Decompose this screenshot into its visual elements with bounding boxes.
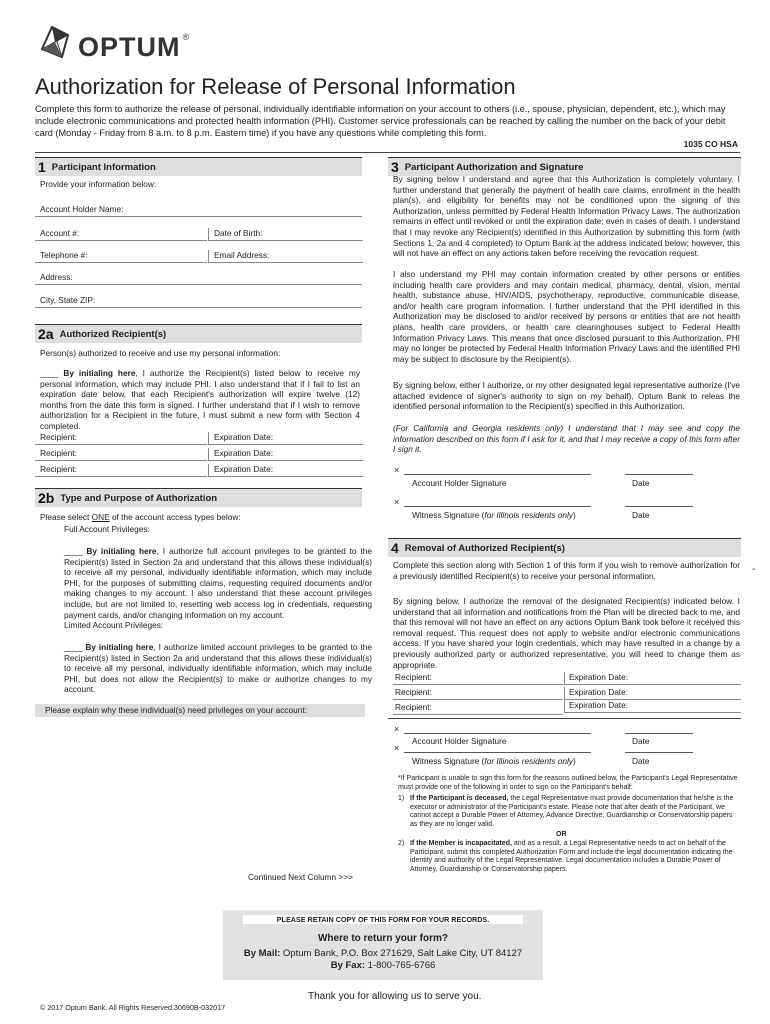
section-3-header: 3 Participant Authorization and Signature (388, 157, 741, 176)
retain-copy-notice: PLEASE RETAIN COPY OF THIS FORM FOR YOUR RECORDS. (243, 915, 523, 924)
legal-rep-note: *If Participant is unable to sign this form for the reasons outlined below, the Participant's Legal Representative must provide one of the following in order to sign on the Participant's behalf: (398, 775, 738, 791)
s4-divider (388, 718, 741, 719)
section-2a-header: 2a Authorized Recipient(s) (35, 324, 362, 343)
section-2b-title: Type and Purpose of Authorization (60, 492, 218, 504)
header-divider (35, 152, 740, 153)
s3-date-label-1: Date (632, 478, 650, 488)
s3-paragraph-2: I also understand my PHI may contain information created by other persons or entities including health care providers and may contain medical, pharmacy, dental, vision, mental health, substance abuse, HIV/AIDS, psychotherapy, reproductive, communicable disease, and/or health care program information. I further understand that the PHI identified in this Authorization may be disclosed to and/or received by persons or entities that are not health plans, health care providers, or health care clearinghouses subject to Federal Health Information Privacy Laws. This means that once disclosed pursuant to this Authorization, PHI may no longer be protected by Federal Health Information Privacy Laws and the identified PHI may be subject to disclosure by the Recipient(s). (393, 269, 740, 364)
s1-subtitle: Provide your information below: (40, 179, 157, 189)
s2a-expiration-3[interactable]: Expiration Date: (208, 464, 363, 477)
section-4-title: Removal of Authorized Recipient(s) (404, 542, 565, 554)
s4-date-label-1: Date (632, 736, 650, 746)
section-2b-header: 2b Type and Purpose of Authorization (35, 488, 362, 507)
telephone-field[interactable]: Telephone #: (35, 250, 207, 263)
signature-x-icon: × (394, 497, 400, 507)
s3-date-label-2: Date (632, 510, 650, 520)
s4-expiration-3[interactable]: Expiration Date: (564, 700, 741, 713)
intro-text: Complete this form to authorize the release of personal, individually identifiable information on your account to others (i.e., spouse, physician, dependent, etc.), which may include electronic communications and protected health information (PHI). Customer service professionals can be reached by calling the number on the back of your debit card (Monday - Friday from 8 a.m. to 8 p.m. Eastern time) if you have any questions while completing this form. (35, 104, 726, 138)
section-4-header: 4 Removal of Authorized Recipient(s) (388, 538, 741, 557)
return-form-box (223, 910, 543, 980)
s2a-subtitle: Person(s) authorized to receive and use my personal information: (40, 348, 281, 358)
note-1-number: 1) (398, 795, 405, 802)
optum-diamond-icon (38, 25, 72, 59)
s4-paragraph-1: Complete this section along with Section 1 of this form if you wish to remove authorization for a previously identified Recipient(s) to receive your personal information. (393, 560, 740, 581)
s3-ca-ga-paragraph: (For California and Georgia residents only) I understand that I may see and copy the information described on this form if I ask for it, and that I may receive a copy of this form after I sign it. (393, 423, 740, 455)
s3-date-line-1[interactable] (625, 474, 693, 475)
s4-date-line-1[interactable] (625, 733, 693, 734)
s4-expiration-2[interactable]: Expiration Date: (564, 687, 741, 700)
s4-recipient-2[interactable]: Recipient: (393, 687, 563, 700)
s4-witness-signature-line[interactable] (404, 752, 591, 753)
date-of-birth-field[interactable]: Date of Birth: (208, 228, 363, 241)
note-or: OR (556, 831, 567, 838)
s3-paragraph-3: By signing below, either I authorize, or my other designated legal representative authorize (I've attached evidence of signer's authority to sign on my behalf), Optum Bank to releas the identified personal information to the Recipient(s) specified in this Authorization. (393, 380, 740, 412)
account-holder-name-field[interactable]: Account Holder Name: (35, 204, 362, 217)
signature-x-icon: × (394, 465, 400, 475)
signature-x-icon: × (394, 743, 400, 753)
page-title: Authorization for Release of Personal Information (35, 74, 516, 99)
optum-logo (38, 20, 190, 63)
account-number-field[interactable]: Account #: (35, 228, 207, 241)
city-state-zip-field[interactable]: City, State ZIP: (35, 295, 362, 308)
section-3-title: Participant Authorization and Signature (404, 161, 584, 173)
full-privileges-title: Full Account Privileges: (64, 524, 150, 534)
section-1-title: Participant Information (51, 161, 156, 173)
s3-account-holder-signature-label: Account Holder Signature (412, 478, 507, 488)
s2a-recipient-1[interactable]: Recipient: (35, 432, 207, 445)
copyright-text: © 2017 Optum Bank. All Rights Reserved.30690B-032017 (40, 1003, 226, 1012)
explain-bar: Please explain why these individual(s) need privileges on your account: (35, 704, 365, 717)
brand-name: OPTUM ® (78, 32, 191, 62)
s4-recipient-1[interactable]: Recipient: (393, 672, 563, 685)
margin-mark: - (752, 564, 756, 575)
section-1-header: 1 Participant Information (35, 157, 362, 176)
email-field[interactable]: Email Address: (208, 250, 363, 263)
note-2-number: 2) (398, 840, 405, 847)
s2b-select-instruction: Please select ONE of the account access types below: (40, 512, 241, 522)
s2a-recipient-2[interactable]: Recipient: (35, 448, 207, 461)
limited-privileges-paragraph: ____ By initialing here, I authorize limited account privileges to be granted to the Recipient(s) listed in Section 2a and understand that this allows these individual(s) to receive all my personal, individually identifiable information, which may include PHI, but does not allow the Recipient(s) to make or authorize changes to my account. (64, 642, 372, 695)
s3-witness-signature-line[interactable] (404, 506, 591, 507)
s3-paragraph-1: By signing below I understand and agree that this Authorization is completely voluntary. I further understand that generally the payment of health care claims, enrollment in the health plan(s), and eligibility for benefits may not be conditioned upon the signing of this Authorization, unless permitted by Federal Health Information Privacy Laws. The authorization remains in effect until revoked or until the expiration date; even in cases of death. I understand that I may revoke any Recipient(s) identified in this Authorization by submitting this form (with Sections 1, 2a and 4 completed) to Optum Bank at the address indicated below; however, this will not have an effect on any actions taken before receiving the revocation request. (393, 174, 740, 259)
note-2-incapacitated: If the Member is incapacitated, and as a result, a Legal Representative needs to act on behalf of the Participant, submit this completed Authorization Form and include the legal documentation indicating the identity and authority of the Legal Representative. Legal documentation includes a Durable Power of Attorney, Guardianship or Conservatorship papers. (410, 840, 733, 873)
s3-witness-signature-label: Witness Signature (for Illinois residents only) (412, 510, 576, 520)
s4-paragraph-2: By signing below, I authorize the removal of the designated Recipient(s) indicated below. I understand that all information and notifications from the Plan will be directed back to me, and that this removal will not have an effect on any actions Optum Bank took before it received this removal request. This request does not apply to website and/or electronic communications access. If you have shared your login credentials, which may have resulted in a change by a previously authorized party or authorized representative, you will need to change them as appropriate. (393, 596, 740, 670)
fax-number: By Fax: 1-800-765-6766 (330, 960, 436, 971)
s4-recipient-3[interactable]: Recipient: (393, 702, 563, 715)
section-2a-title: Authorized Recipient(s) (59, 328, 167, 340)
signature-x-icon: × (394, 724, 400, 734)
s2a-expiration-2[interactable]: Expiration Date: (208, 448, 363, 461)
continued-next-column: Continued Next Column >>> (248, 872, 353, 882)
s3-account-holder-signature-line[interactable] (404, 474, 591, 475)
s4-account-holder-signature-line[interactable] (404, 733, 591, 734)
s3-date-line-2[interactable] (625, 506, 693, 507)
full-privileges-paragraph: ____ By initialing here, I authorize full account privileges to be granted to the Recipient(s) listed in Section 2a and understand that this allows these individual(s) to receive all my personal, individually identifiable information, which may include PHI, for the purposes of submitting claims, requesting required documents and/or making changes to my account. I also understand that these account privileges include, but are not limited to, resetting web access log in credentials, requesting payment cards, and/or changing information on my account. (64, 546, 372, 620)
mail-address: By Mail: Optum Bank, P.O. Box 271629, Salt Lake City, UT 84127 (243, 948, 523, 959)
s2a-expiration-1[interactable]: Expiration Date: (208, 432, 363, 445)
form-code: 1035 CO HSA (683, 139, 738, 149)
explain-textarea[interactable] (35, 720, 365, 852)
s4-date-line-2[interactable] (625, 752, 693, 753)
s4-account-holder-signature-label: Account Holder Signature (412, 736, 507, 746)
s2a-initial-paragraph: ____ By initialing here, I authorize the Recipient(s) listed below to receive my personal information, which may include PHI. I also understand that if I fail to list an expiration date below, that each Recipient's authorization will expire twelve (12) months from the date this form is signed. I further understand that if I wish to remove authorization for a Recipient in the future, I must submit a new form with Section 4 completed. (40, 368, 360, 431)
s2a-recipient-3[interactable]: Recipient: (35, 464, 207, 477)
thank-you-text: Thank you for allowing us to serve you. (308, 991, 482, 1002)
where-to-return-heading: Where to return your form? (317, 933, 448, 944)
address-field[interactable]: Address: (35, 272, 362, 285)
s4-witness-signature-label: Witness Signature (for Illinois residents only) (412, 756, 576, 766)
s4-date-label-2: Date (632, 756, 650, 766)
s4-expiration-1[interactable]: Expiration Date: (564, 672, 741, 685)
limited-privileges-title: Limited Account Privileges: (64, 620, 164, 630)
note-1-deceased: If the Participant is deceased, the Legal Representative must provide documentation that he/she is the executor or administrator of the Participant's estate. Please note that after death of the Participant, we cannot accept a Durable Power of Attorney, Advance Directive, Guardianship or Conservatorship papers as they are no longer valid. (410, 795, 734, 828)
